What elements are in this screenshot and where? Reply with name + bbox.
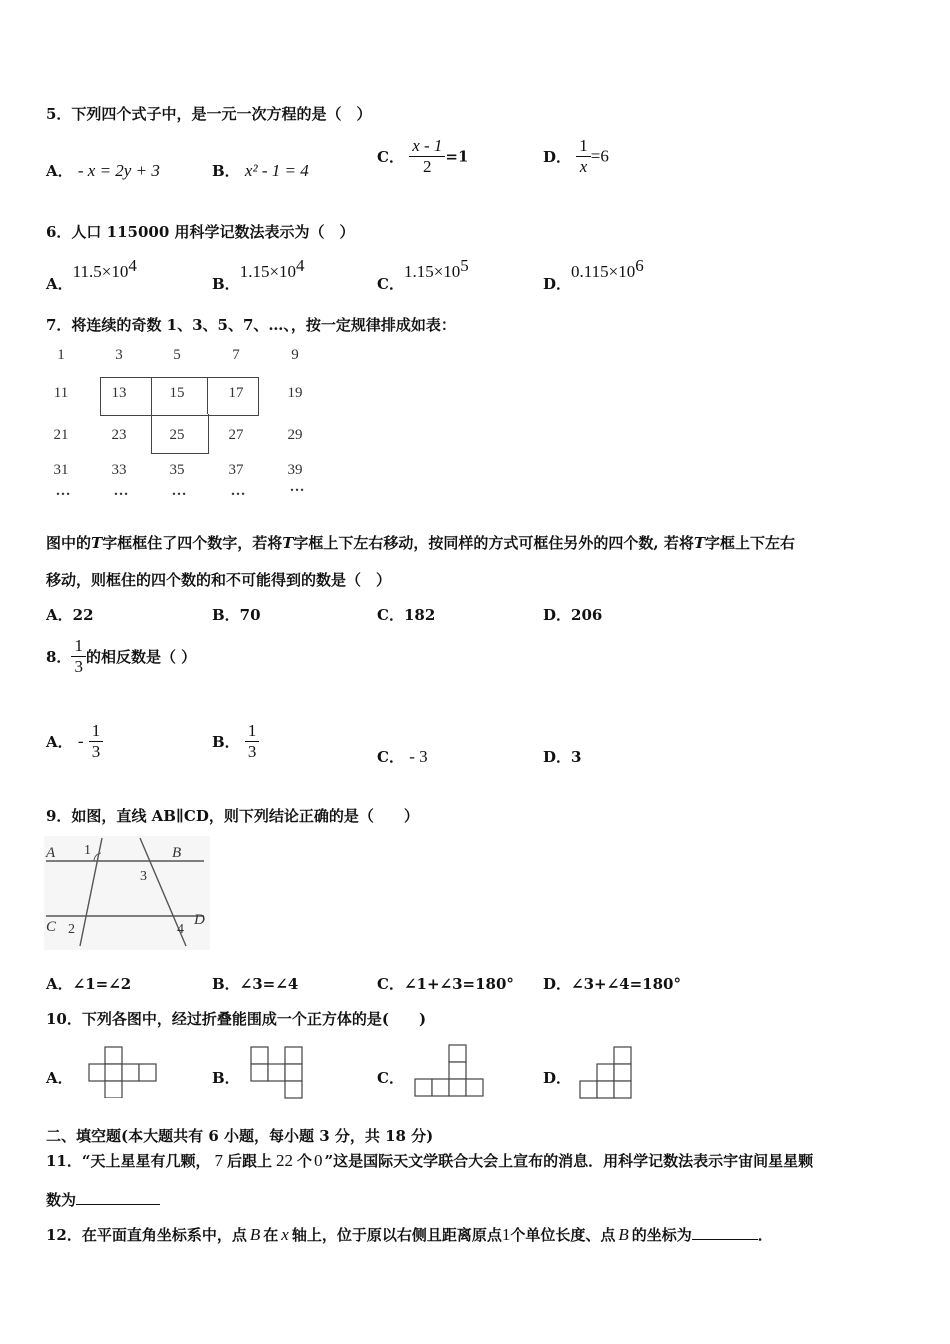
q7-t-letter: T xyxy=(282,534,294,552)
q11-text: 后跟上 xyxy=(227,1152,273,1170)
q7-option-d: D．206 xyxy=(543,606,603,624)
q12-text: ． xyxy=(757,1226,773,1244)
parallel-lines-figure xyxy=(44,836,210,950)
table-cell: … xyxy=(55,483,71,499)
q11-answer-blank[interactable] xyxy=(76,1188,160,1205)
q8-denominator: 3 xyxy=(71,656,86,677)
section-2-heading: 二、填空题(本大题共有 6 小题，每小题 3 分，共 18 分) xyxy=(46,1127,434,1145)
table-cell: 19 xyxy=(287,385,303,401)
q5-option-c-fraction xyxy=(409,136,445,177)
q7-paragraph-line-2: 移动，则框住的四个数的和不可能得到的数是（ ） xyxy=(46,571,392,589)
q7-paragraph-line-1 xyxy=(46,532,795,553)
q9-option-d: D．∠3+∠4=180° xyxy=(543,975,681,993)
point-a-label: A xyxy=(46,845,56,861)
q8-option-c xyxy=(377,746,428,767)
q5-option-b-label: B． xyxy=(212,162,240,180)
q5-option-a xyxy=(46,160,160,181)
q11-line-2 xyxy=(46,1188,160,1210)
q11-text: ”这是国际天文学联合大会上宣布的消息．用科学记数法表示宇宙间星星颗 xyxy=(324,1152,814,1170)
q5-option-a-expr: - x = 2y + 3 xyxy=(77,161,160,180)
table-cell: 3 xyxy=(115,347,123,363)
q10-option-d-label: D． xyxy=(543,1069,572,1087)
q10-option-a-label: A． xyxy=(46,1069,73,1087)
q11-text: 数为 xyxy=(46,1191,77,1209)
q8-suffix: 的相反数是（ ） xyxy=(85,648,197,666)
q10-stem: 10．下列各图中，经过折叠能围成一个正方体的是( ) xyxy=(46,1010,427,1028)
q7-text: 图中的 xyxy=(46,534,92,552)
q6-option-c-label: C． xyxy=(377,275,404,293)
q6-option-c xyxy=(377,256,469,293)
q5-option-c-denominator: 2 xyxy=(409,156,445,177)
q6-stem: 6．人口 115000 用科学记数法表示为（ ） xyxy=(46,223,355,241)
table-cell: 27 xyxy=(228,427,244,443)
q6-option-b-exp: 4 xyxy=(296,256,305,275)
table-cell: 33 xyxy=(111,462,127,478)
q5-option-c xyxy=(377,136,468,177)
point-b-label: B xyxy=(172,845,182,861)
q9-option-b: B．∠3=∠4 xyxy=(212,975,299,993)
q6-option-b-label: B． xyxy=(212,275,240,293)
q12-answer-blank[interactable] xyxy=(692,1223,758,1240)
q8-option-a-numerator: 1 xyxy=(91,721,101,740)
q12-axis-x: x xyxy=(281,1225,289,1244)
table-cell: 37 xyxy=(228,462,244,478)
q12-line xyxy=(46,1223,773,1245)
q5-option-d-denominator: x xyxy=(576,156,591,177)
q8-option-b-fraction xyxy=(245,721,260,762)
table-cell: … xyxy=(289,479,305,495)
q5-option-b xyxy=(212,160,309,181)
q10-option-c-label: C． xyxy=(377,1069,404,1087)
table-cell: 21 xyxy=(53,427,69,443)
q8-option-a-sign: - xyxy=(77,731,84,751)
q6-option-b-base: 1.15×10 xyxy=(239,262,297,281)
q7-text: 字框框住了四个数字，若将 xyxy=(102,534,283,552)
table-cell: 35 xyxy=(169,462,185,478)
point-d-label: D xyxy=(194,912,205,928)
q7-stem: 7．将连续的奇数 1、3、5、7、…、，按一定规律排成如表： xyxy=(46,316,456,334)
q12-text: 在 xyxy=(263,1226,279,1244)
angle-4-label: 4 xyxy=(177,922,184,937)
q6-option-d-base: 0.115×10 xyxy=(571,262,636,281)
q11-number-7: 7 xyxy=(214,1151,224,1170)
q8-option-d: D．3 xyxy=(543,748,582,766)
table-cell: 29 xyxy=(287,427,303,443)
table-cell: 1 xyxy=(57,347,65,363)
q12-text: 的坐标为 xyxy=(631,1226,692,1244)
q12-text: 个单位长度、点 xyxy=(510,1226,616,1244)
q7-option-b: B．70 xyxy=(212,606,261,624)
q6-option-a-base: 11.5×10 xyxy=(72,262,129,281)
q8-option-a-label: A． xyxy=(46,733,73,751)
q6-option-c-exp: 5 xyxy=(460,256,469,275)
q7-t-letter: T xyxy=(91,534,103,552)
q11-line-1 xyxy=(46,1150,813,1171)
q8-stem xyxy=(46,636,196,677)
table-cell: 7 xyxy=(232,347,240,363)
q6-option-c-base: 1.15×10 xyxy=(403,262,461,281)
table-cell: … xyxy=(230,483,246,499)
q7-option-c: C．182 xyxy=(377,606,436,624)
q6-option-a-exp: 4 xyxy=(128,256,137,275)
table-cell: 17 xyxy=(228,385,244,401)
table-cell: 9 xyxy=(291,347,299,363)
q6-option-d-exp: 6 xyxy=(635,256,644,275)
q5-option-d-numerator: 1 xyxy=(579,136,588,155)
table-cell: 39 xyxy=(287,462,303,478)
q5-stem: 5．下列四个式子中，是一元一次方程的是（ ） xyxy=(46,105,372,123)
q12-text: 轴上，位于原以右侧且距离原点 xyxy=(291,1226,502,1244)
q8-numerator: 1 xyxy=(74,636,83,655)
table-cell: 23 xyxy=(111,427,127,443)
q8-option-a-fraction xyxy=(89,721,104,762)
q12-point-b: B xyxy=(249,1225,261,1244)
q11-number-0: 0 xyxy=(314,1151,323,1170)
q5-option-b-expr: x² - 1 = 4 xyxy=(244,161,309,180)
table-cell: 31 xyxy=(53,462,69,478)
cube-net-d xyxy=(578,1046,636,1102)
q8-number: 8． xyxy=(46,648,72,666)
q6-option-d xyxy=(543,256,644,293)
q11-text: 个 xyxy=(297,1152,313,1170)
table-cell: … xyxy=(171,483,187,499)
q8-option-a-denominator: 3 xyxy=(89,741,104,762)
q7-option-a: A．22 xyxy=(46,606,94,624)
q11-number-22: 22 xyxy=(276,1151,294,1170)
table-cell: 13 xyxy=(111,385,127,401)
q8-option-b-denominator: 3 xyxy=(245,741,260,762)
t-frame-divider-2 xyxy=(207,377,208,414)
q5-option-c-tail: =1 xyxy=(445,147,469,166)
q12-number-1: 1 xyxy=(501,1225,511,1244)
q10-option-b-label: B． xyxy=(212,1069,240,1087)
q6-option-b xyxy=(212,256,305,293)
q9-option-a: A．∠1=∠2 xyxy=(46,975,132,993)
table-cell: 5 xyxy=(173,347,181,363)
q7-text: 字框上下左右 xyxy=(705,534,796,552)
q5-option-d-label: D． xyxy=(543,148,572,166)
angle-1-label: 1 xyxy=(84,843,91,858)
table-cell: 25 xyxy=(169,427,185,443)
q6-option-a xyxy=(46,256,137,293)
q8-option-a xyxy=(46,721,103,762)
q12-point-b-2: B xyxy=(618,1225,629,1244)
q8-fraction xyxy=(71,636,86,677)
q5-option-d-fraction xyxy=(576,136,591,177)
q9-option-c: C．∠1+∠3=180° xyxy=(377,975,514,993)
cube-net-a xyxy=(88,1046,160,1098)
q7-number-table xyxy=(42,344,332,504)
angle-3-label: 3 xyxy=(140,869,147,884)
q9-stem: 9．如图，直线 AB∥CD，则下列结论正确的是（ ） xyxy=(46,807,419,825)
table-cell: 15 xyxy=(169,385,185,401)
point-c-label: C xyxy=(46,919,57,935)
q8-option-b xyxy=(212,721,259,762)
q5-option-c-label: C． xyxy=(377,148,404,166)
q5-option-c-numerator: x - 1 xyxy=(412,136,443,155)
angle-2-label: 2 xyxy=(68,922,75,937)
cube-net-c xyxy=(413,1044,487,1100)
q6-option-d-label: D． xyxy=(543,275,572,293)
q6-option-a-label: A． xyxy=(46,275,73,293)
cube-net-b xyxy=(250,1046,306,1102)
q12-text: 12．在平面直角坐标系中，点 xyxy=(46,1226,247,1244)
q7-text: 字框上下左右移动，按同样的方式可框住另外的四个数, 若将 xyxy=(293,534,694,552)
q5-option-a-label: A． xyxy=(46,162,73,180)
q8-option-c-expr: - 3 xyxy=(409,747,428,766)
q11-text: 11．“天上星星有几颗， xyxy=(46,1152,211,1170)
q5-option-d xyxy=(543,136,609,177)
q8-option-b-numerator: 1 xyxy=(247,721,257,740)
q8-option-c-label: C． xyxy=(377,748,404,766)
q8-option-b-label: B． xyxy=(212,733,240,751)
q7-t-letter: T xyxy=(693,534,705,552)
table-cell: 11 xyxy=(53,385,69,401)
t-frame-divider-1 xyxy=(151,377,152,414)
table-cell: … xyxy=(113,483,129,499)
q5-option-d-tail: =6 xyxy=(590,146,609,166)
